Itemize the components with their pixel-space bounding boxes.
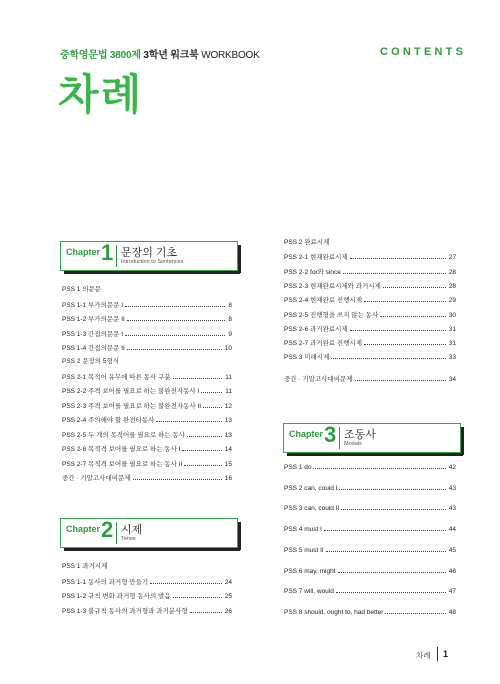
toc-entry[interactable] (62, 443, 232, 453)
toc-entry-label: PSS 8 should, ought to, had better (284, 608, 384, 616)
toc-entry-page: 31 (448, 325, 456, 333)
chapter-divider (116, 245, 117, 267)
footer-label: 차례 (416, 651, 431, 660)
dot-leader (355, 380, 446, 381)
dot-leader (173, 378, 223, 379)
section-title: PSS 2 문장의 5형식 (62, 358, 120, 365)
toc-entry-label: PSS 2-1 현재완료시제 (284, 254, 348, 262)
toc-entry-label: PSS 2 can, could I (284, 484, 338, 492)
toc-entry-page: 24 (224, 578, 232, 586)
toc-entry[interactable] (284, 544, 456, 554)
toc-entry[interactable] (284, 461, 456, 471)
footer-divider (437, 647, 438, 661)
toc-entry[interactable] (62, 400, 232, 410)
toc-entry[interactable] (284, 482, 456, 492)
series-name: 중학영문법 3800제 (60, 50, 141, 61)
dot-leader (127, 349, 222, 350)
dot-leader (203, 407, 222, 408)
dot-leader (313, 468, 445, 469)
toc-entry[interactable] (284, 294, 456, 304)
chapter-title: 문장의 기초 (121, 247, 178, 259)
toc-entry-page: 8 (228, 301, 232, 309)
toc-entry-page: 29 (448, 297, 456, 305)
toc-entry-label: PSS 2-1 목적어 유무에 따른 동사 구분 (62, 373, 171, 381)
toc-entry[interactable] (284, 323, 456, 333)
toc-entry-label: PSS 1-2 부가의문문 II (62, 316, 125, 323)
chapter-number: 2 (101, 517, 114, 542)
chapter-label: Chapter (66, 247, 101, 257)
toc-entry-label: PSS 2-7 목적격 보어를 필요로 하는 동사 II (62, 460, 183, 468)
toc-entry-page: 11 (225, 373, 232, 381)
toc-entry-label: 중간 · 기말고사대비문제 (62, 475, 131, 482)
toc-entry-page: 45 (448, 546, 456, 554)
chapter-3-box (283, 423, 461, 453)
toc-entry-page: 9 (228, 330, 232, 338)
toc-entry-page: 10 (224, 345, 232, 352)
toc-entry-page: 13 (224, 417, 232, 424)
chapter-title: 조동사 (344, 429, 376, 441)
toc-entry-label: PSS 1 do (284, 464, 312, 471)
dot-leader (338, 572, 446, 573)
chapter-number: 1 (101, 240, 114, 265)
dot-leader (173, 597, 222, 598)
toc-entry-page: 8 (228, 316, 232, 323)
toc-entry[interactable] (62, 299, 232, 309)
toc-entry-label: PSS 2-2 for와 since (284, 268, 341, 276)
chapter-2-box (60, 518, 238, 548)
dot-leader (364, 301, 446, 302)
dot-leader (350, 330, 446, 331)
toc-entry-page: 11 (225, 388, 232, 395)
dot-leader (156, 421, 221, 422)
toc-entry-label: PSS 1-2 규칙 변화 과거형 동사의 발음 (62, 593, 171, 600)
toc-entry[interactable] (62, 590, 232, 600)
dot-leader (190, 612, 222, 613)
chapter-subtitle: Tense (121, 536, 136, 542)
toc-entry[interactable] (284, 266, 456, 276)
page-title: 차례 (58, 71, 144, 118)
chapter-subtitle: Modals (344, 441, 362, 447)
toc-entry-label: PSS 1-4 간접의문문 II (62, 345, 125, 352)
toc-entry-label: PSS 1-1 부가의문문 I (62, 301, 124, 309)
toc-entry-page: 28 (448, 268, 456, 276)
toc-entry-label: PSS 2-6 과거완료시제 (284, 325, 348, 333)
chapter-number: 3 (324, 422, 337, 447)
toc-entry[interactable] (284, 351, 456, 361)
toc-entry-page: 27 (448, 254, 456, 262)
toc-entry[interactable] (284, 606, 456, 616)
dot-leader (127, 320, 226, 321)
toc-entry-page: 25 (224, 593, 232, 600)
toc-entry[interactable] (284, 373, 456, 383)
toc-entry-label: PSS 6 may, might (284, 567, 336, 575)
toc-entry-page: 47 (448, 588, 456, 596)
toc-entry-page: 48 (448, 608, 456, 616)
toc-entry-page: 28 (448, 282, 456, 290)
toc-entry-label: PSS 3 미래시제 (284, 354, 330, 361)
dot-leader (383, 287, 446, 288)
toc-entry-label: PSS 2-2 주격 보어를 필요로 하는 불완전자동사 I (62, 388, 200, 395)
toc-entry-label: PSS 2-4 현재완료 진행시제 (284, 297, 363, 305)
toc-entry-page: 31 (448, 340, 456, 348)
dot-leader (385, 613, 445, 614)
toc-entry[interactable] (62, 342, 232, 352)
toc-entry[interactable] (62, 458, 232, 468)
chapter-divider (116, 522, 117, 544)
dot-leader (341, 509, 445, 510)
toc-entry-page: 16 (224, 475, 232, 482)
toc-entry-label: PSS 2-6 목적격 보어를 필요로 하는 동사 I (62, 446, 181, 453)
dot-leader (326, 551, 446, 552)
toc-entry-page: 46 (448, 567, 456, 575)
chapter-divider (339, 427, 340, 449)
dot-leader (336, 592, 446, 593)
toc-entry[interactable] (62, 414, 232, 424)
dot-leader (339, 489, 445, 490)
dot-leader (150, 583, 222, 584)
dot-leader (343, 273, 446, 274)
chapter-title: 시제 (121, 524, 143, 536)
toc-entry[interactable] (284, 309, 456, 319)
toc-entry-page: 13 (224, 431, 232, 439)
toc-entry-label: PSS 1-3 간접의문문 I (62, 330, 124, 338)
toc-entry-label: PSS 2-7 과거완료 진행시제 (284, 340, 363, 348)
toc-entry[interactable] (284, 337, 456, 347)
page-number: 1 (443, 649, 449, 659)
toc-entry-label: PSS 4 must I (284, 526, 322, 534)
section-title: PSS 2 완료시제 (284, 239, 330, 246)
series-header (60, 46, 260, 61)
toc-entry-label: PSS 2-5 두 개의 목적어를 필요로 하는 동사 (62, 431, 185, 439)
toc-entry-label: PSS 7 will, would (284, 588, 334, 596)
toc-entry-page: 44 (448, 526, 456, 534)
chapter-label: Chapter (289, 429, 324, 439)
dot-leader (380, 316, 446, 317)
toc-entry[interactable] (284, 585, 456, 595)
toc-entry[interactable] (62, 576, 232, 586)
toc-entry-page: 34 (448, 376, 456, 383)
toc-entry-label: PSS 3 can, could II (284, 505, 340, 513)
dot-leader (331, 358, 445, 359)
toc-entry[interactable] (62, 429, 232, 439)
section-title: PSS 1 과거시제 (62, 563, 108, 570)
toc-entry[interactable] (62, 472, 232, 482)
toc-entry-page: 26 (224, 607, 232, 615)
toc-entry[interactable] (62, 313, 232, 323)
toc-entry-page: 42 (448, 464, 456, 471)
dot-leader (125, 335, 225, 336)
toc-entry[interactable] (62, 371, 232, 381)
section-title: PSS 1 의문문 (62, 286, 102, 293)
toc-entry-label: PSS 1-1 동사의 과거형 만들기 (62, 578, 149, 586)
contents-label: CONTENTS (380, 46, 467, 58)
dot-leader (324, 530, 446, 531)
toc-entry-page: 43 (448, 484, 456, 492)
toc-entry[interactable] (284, 523, 456, 533)
toc-entry-label: PSS 2-3 현재완료시제와 과거시제 (284, 282, 381, 290)
dot-leader (187, 436, 222, 437)
toc-entry-page: 15 (224, 460, 232, 468)
toc-entry-page: 33 (448, 354, 456, 361)
toc-entry[interactable] (62, 385, 232, 395)
dot-leader (184, 465, 221, 466)
toc-entry-label: PSS 5 must II (284, 546, 324, 554)
toc-entry-page: 12 (224, 402, 232, 410)
toc-entry-label: PSS 2-5 진행형을 쓰지 않는 동사 (284, 311, 379, 319)
dot-leader (182, 450, 221, 451)
series-grade: 3학년 워크북 (140, 50, 199, 61)
toc-entry[interactable] (62, 605, 232, 615)
toc-entry-page: 43 (448, 505, 456, 513)
toc-entry[interactable] (62, 328, 232, 338)
toc-entry-label: PSS 2-4 주의해야 할 완전타동사 (62, 417, 155, 424)
toc-entry[interactable] (284, 502, 456, 512)
dot-leader (350, 258, 446, 259)
chapter-1-box (60, 241, 238, 271)
chapter-subtitle: Introduction to Sentences (121, 259, 184, 265)
dot-leader (133, 479, 222, 480)
toc-entry-label: PSS 1-3 불규칙 동사의 과거형과 과거분사형 (62, 607, 188, 615)
toc-entry-page: 30 (448, 311, 456, 319)
toc-entry-label: PSS 2-3 주격 보어를 필요로 하는 불완전자동사 II (62, 402, 202, 410)
toc-entry[interactable] (284, 565, 456, 575)
dot-leader (201, 392, 222, 393)
toc-entry-label: 중간 · 기말고사대비문제 (284, 376, 353, 383)
dot-leader (125, 306, 225, 307)
toc-entry[interactable] (284, 280, 456, 290)
dot-leader (364, 344, 446, 345)
series-type: WORKBOOK (198, 50, 260, 61)
toc-entry[interactable] (284, 251, 456, 261)
chapter-label: Chapter (66, 524, 101, 534)
toc-entry-page: 14 (224, 446, 232, 453)
